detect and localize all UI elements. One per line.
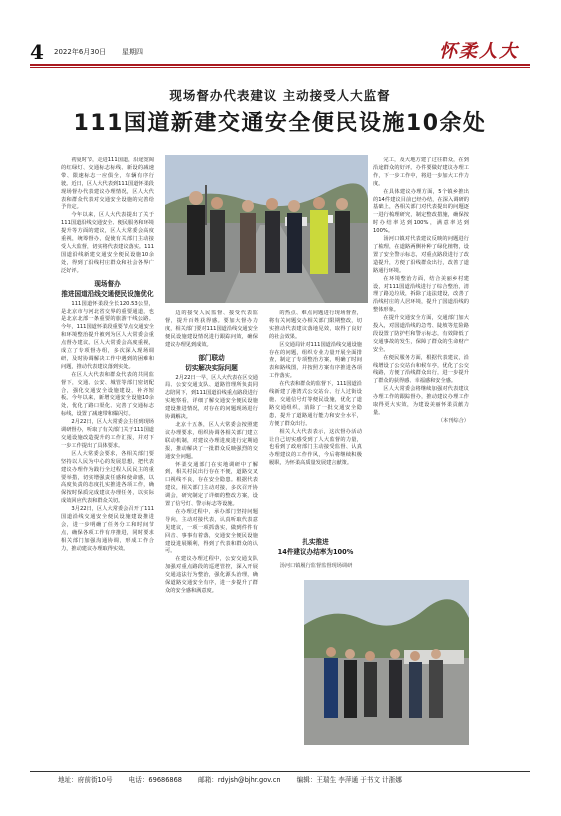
footer-rule [30,771,530,772]
paragraph: 今年以来，区人大代表提出了关于111国道沿线交通安全、便民服务和环境提升等方面的建议，区人大常委会高度重视，统筹督办，促使有关部门主动接受人大监督，切实将代表建议落实。111国道沿线新建交通安全便民设施10余处，得到了沿线村庄群众和社会各界广泛好评。 [61,212,154,274]
publication-date: 2022年6月30日 [54,48,107,56]
paragraph: 在区人大代表和群众代表的共同监督下，交通、公安、城管等部门密切配合，强化交通安全设施建设，补齐短板。今年以来，新增交通安全设施10余处，优化了路口渠化、完善了交通标志标线，设置了减速带和爆闪灯。 [61,371,154,418]
section-subhead: 现场督办 推进国道沿线交通便民设施优化 [61,279,154,298]
paragraph: 完工，及大地方建了过往群众，在到沿途群众的好评。办件要做好建议办理工作，下一步工作中，将进一步加大工作力度。 [373,157,469,187]
page-number: 4 [30,40,44,64]
article-headline: 111国道新建交通安全便民设施10余处 [73,111,487,136]
section-subhead-progress: 扎实推进 14件建议办结率为100% [277,538,354,556]
header-rule [30,64,530,66]
paragraph: 3月22日，区人大常委会召开了111国道沿线交通安全便民设施建设推进会，进一步明确了任务分工和时间节点，确保各项工作有序推进，同时要求相关部门加强沟通协调，形成工作合力，推动建议办理取得实效。 [61,506,154,552]
paragraph: 汤河口镇对代表建议反映的问题进行了梳理，在道路两侧补种了绿化植物，设置了安全警示标志，对重点路段进行了改造提升，方便了沿线群众出行，改善了道路通行环境。 [373,236,469,274]
paragraph: 在提升交通安全方面，交通部门加大投入，对国道沿线的急弯、陡坡等危险路段设置了防护栏和警示标志，有效降低了交通事故的发生，保障了群众的生命财产安全。 [373,315,469,353]
paragraph: 在代表和群众的监督下，111国道沿线新建了港湾式公交站台、行人过街设施、交通信号灯等便民设施，优化了道路交通组织，消除了一批交通安全隐患，提升了道路通行能力和安全水平，方便了群众出行。 [269,381,362,427]
paragraph: 相关人大代表表示，这次督办活动让自己切实感受到了人大监督的力量，也看到了政府部门主动接受监督、认真办理建议的工作作风，今后将继续积极履职，为怀柔高质量发展建言献策。 [269,428,362,467]
page-footer [58,775,508,785]
header-rule-thin [30,67,530,68]
photo-caption: 汤河口镇履行监督监督现场调研 [279,563,353,569]
article-column-4 [373,157,469,773]
article-column-2 [165,310,258,773]
paragraph: 的热点、难点问题进行现场督查，将有关问题交办相关部门限期整改，切实推动代表建议落地见效，取得了良好的社会效果。 [269,310,362,340]
paragraph: 区人大常委会将继续加强对代表建议办理工作的跟踪督办，推动建议办理工作取得更大实效，为建设美丽怀柔贡献力量。 [373,386,469,416]
section-subhead: 部门联动 切实解决实际问题 [185,353,238,372]
footer-address: 地址：府前街10号 [58,776,113,784]
footer-phone: 电话：69686868 [128,776,182,784]
article-column-1 [61,157,154,773]
footer-email: 邮箱：rdyjsh@bjhr.gov.cn [198,776,281,784]
paragraph: 在建议办理过程中，公安交通支队加强对重点路段的巡逻管控，深入开展交通违法行为整治，强化源头治理，确保道路交通安全有序，进一步提升了群众的安全感和满意度。 [165,556,258,594]
paragraph: 边的接受人民监督、接受代表监督，提升百姓获得感。要加大督办力度，相关部门要对111国道沿线交通安全便民设施建设情况进行跟踪问效，确保建议办理见到成效。 [165,310,258,348]
masthead: 怀柔人大 [439,41,519,62]
footer-editor: 编辑：王瑞生 李萍通 于书文 计浙娜 [296,776,402,784]
paragraph: 北京十五条，区人大常委会按照建议办理要求，组织协调各相关部门建立联动机制，对建议办理进度进行定期通报，推动解决了一批群众反映强烈的交通安全问题。 [165,421,258,460]
publication-weekday: 星期四 [122,48,143,56]
paragraph: 在便民服务方面，根据代表建议，沿线增设了公交站台和候车亭，优化了公交线路，方便了沿线群众出行，进一步提升了群众的获得感、幸福感和安全感。 [373,354,469,385]
article-photo-roadside-inspection [165,155,368,303]
article-source: （本刊综合） [437,417,469,424]
page-header [30,42,530,62]
paragraph: 初夏时节，走进111国道，沿途宽阔的红绿灯、交通标志标线、新设的减速带、限速标志一应俱全，车辆有序行驶。近日，区人大代表到111国道怀柔段现场督办代表建议办理情况，区人大代表和群众代表对交通安全设施的完善给予肯定。 [61,157,154,211]
article-kicker: 现场督办代表建议 主动接受人大监督 [169,88,391,103]
article-column-3 [269,310,362,535]
paragraph: 在办理过程中，承办部门坚持问题导向，主动对接代表，认真听取代表意见建议，一项一项抓落实，做到件件有回音、事事有着落，交通安全便民设施建设进展顺利，得到了代表和群众的认可。 [165,508,258,555]
paragraph: 111国道怀柔段全长120.53公里，是北京市与河北省交界的重要通道，也是北京北部一条重要的旅游干线公路。今年，111国道怀柔段重要节点交通安全和环境整治提升被列为区人大常委会重点督办建议。区人大常委会高度重视，成立了专项督办组，多次深入现场调研，及时协调解决工作中遇到的困难和问题，推动代表建议落到实处。 [61,300,154,370]
paragraph: 怀柔交通部门在实地调研中了解到，相关村民出行存在不便，道路交叉口视线不良，存在安全隐患。根据代表建议，相关部门主动对接，多次召开协调会，研究制定了详细的整改方案，设置了信号灯、警示标志等设施。 [165,461,258,508]
paragraph: 在环境整治方面，结合美丽乡村建设，对111国道沿线进行了综合整治，清理了路边垃圾，拆除了违法建设，改善了沿线村庄的人居环境，提升了国道沿线的整体形象。 [373,275,469,314]
paragraph: 2月22日，区人大常委会主任到现场调研督办，听取了有关部门关于111国道交通设施改造提升的工作汇报，并对下一步工作提出了具体要求。 [61,419,154,449]
paragraph: 2月22日一早，区人大代表在区交通局、公安交通支队、道路管理所负责同志陪同下，到111国道沿线重点路段进行实地察看，详细了解交通安全便民设施建设推进情况，对存在的问题现场进行协调解决。 [165,374,258,421]
paragraph: 在具体建议办理方面，5个镇乡推出的14件建议目前已经办结，在深入调研的基础上，各相关部门对代表提出的问题逐一进行梳理研究，制定整改措施，确保按时办结率达到100%，满意率达到100%。 [373,188,469,235]
paragraph: 区交通局针对111国道沿线交通设施存在的问题，组织专业力量开展全面排查，制定了专项整治方案，明确了时间表和路线图，并按照方案有序推进各项工作落实。 [269,341,362,380]
paragraph: 区人大常委会要求，各相关部门要坚持以人民为中心的发展思想，把代表建议办理作为践行全过程人民民主的重要举措，切实增强责任感和使命感，以高度负责的态度扎实推进各项工作，确保按时保质完成建议办理任务，以实际成效回应代表和群众关切。 [61,450,154,505]
